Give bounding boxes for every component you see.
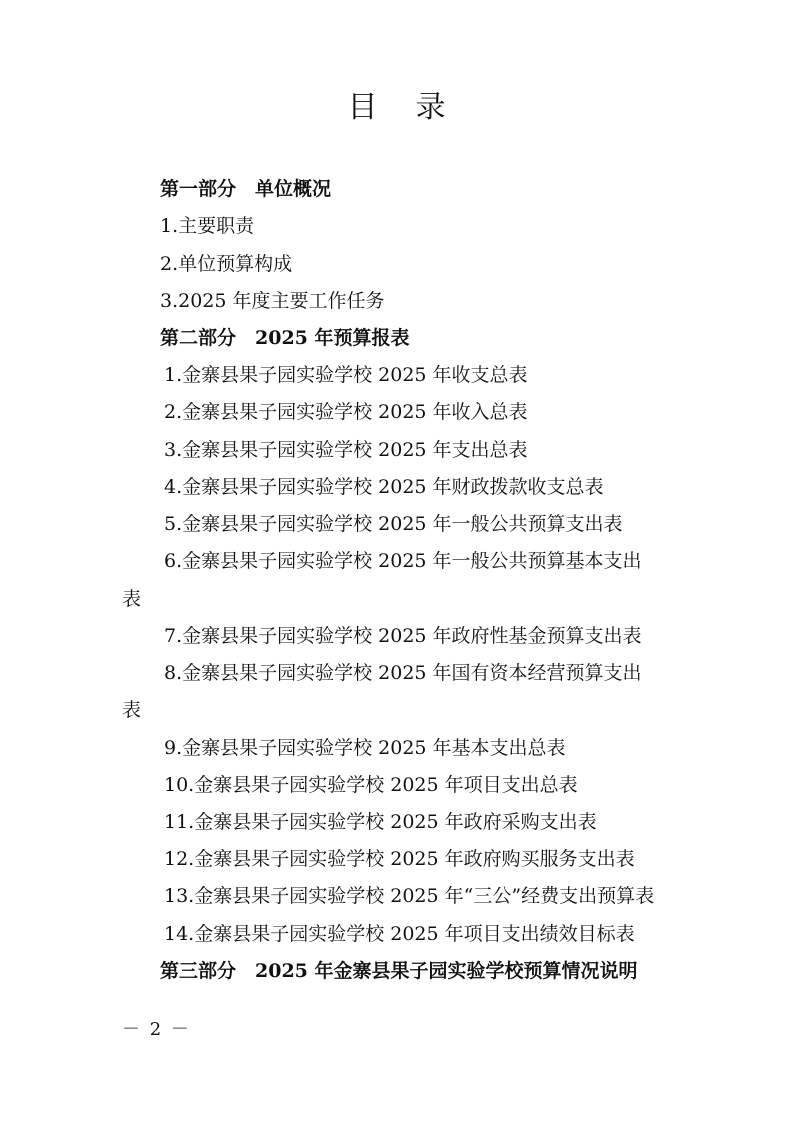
part2-item-6-wrap: 表 (122, 588, 142, 610)
page-number: － 2 － (122, 1019, 191, 1040)
part2-item-8-wrap: 表 (122, 699, 142, 721)
part2-item-9: 9.金寨县果子园实验学校 2025 年基本支出总表 (164, 737, 566, 759)
part2-item-6: 6.金寨县果子园实验学校 2025 年一般公共预算基本支出 (164, 550, 642, 572)
part2-item-4: 4.金寨县果子园实验学校 2025 年财政拨款收支总表 (164, 476, 604, 498)
part2-item-12: 12.金寨县果子园实验学校 2025 年政府购买服务支出表 (164, 848, 635, 870)
part2-item-3: 3.金寨县果子园实验学校 2025 年支出总表 (164, 439, 528, 461)
part2-item-11: 11.金寨县果子园实验学校 2025 年政府采购支出表 (164, 811, 597, 833)
part2-item-13: 13.金寨县果子园实验学校 2025 年“三公”经费支出预算表 (164, 885, 655, 907)
part1-item-2: 2.单位预算构成 (160, 253, 293, 275)
part3-heading: 第三部分 2025 年金寨县果子园实验学校预算情况说明 (160, 960, 638, 982)
part2-item-5: 5.金寨县果子园实验学校 2025 年一般公共预算支出表 (164, 513, 623, 535)
part1-item-1: 1.主要职责 (160, 215, 255, 237)
part1-item-3: 3.2025 年度主要工作任务 (160, 290, 385, 312)
page-title: 目录 (347, 90, 484, 125)
part1-heading: 第一部分 单位概况 (160, 178, 332, 200)
part2-item-2: 2.金寨县果子园实验学校 2025 年收入总表 (164, 401, 528, 423)
part2-item-1: 1.金寨县果子园实验学校 2025 年收支总表 (164, 364, 528, 386)
part2-item-10: 10.金寨县果子园实验学校 2025 年项目支出总表 (164, 774, 578, 796)
part2-item-7: 7.金寨县果子园实验学校 2025 年政府性基金预算支出表 (164, 625, 642, 647)
part2-item-8: 8.金寨县果子园实验学校 2025 年国有资本经营预算支出 (164, 662, 642, 684)
part2-heading: 第二部分 2025 年预算报表 (160, 327, 410, 349)
part2-item-14: 14.金寨县果子园实验学校 2025 年项目支出绩效目标表 (164, 923, 635, 945)
